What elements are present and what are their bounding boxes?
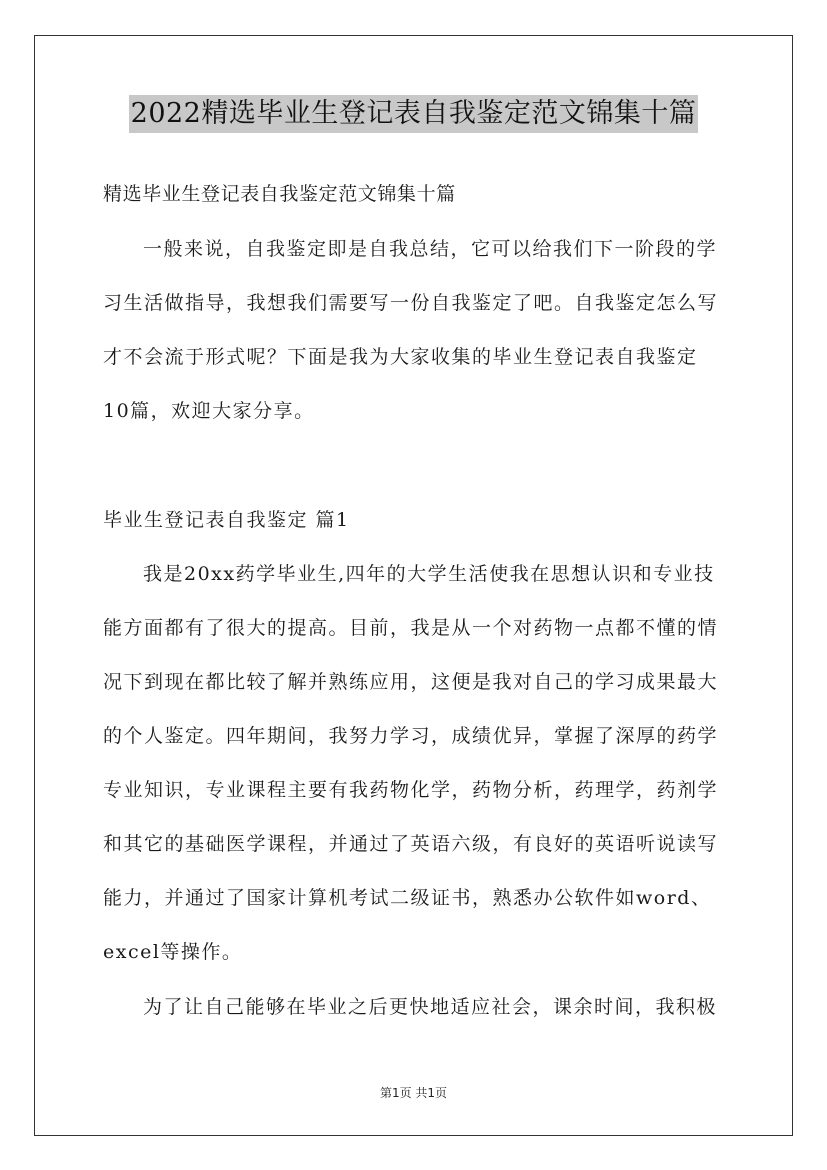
intro-line: 一般来说，自我鉴定即是自我总结，它可以给我们下一阶段的学 xyxy=(143,238,718,260)
body-line: 我是20xx药学毕业生,四年的大学生活使我在思想认识和专业技 xyxy=(143,563,715,585)
body-line: 和其它的基础医学课程，并通过了英语六级，有良好的英语听说读写 xyxy=(103,833,719,855)
section-heading: 毕业生登记表自我鉴定 篇1 xyxy=(103,509,350,531)
body-line: 的个人鉴定。四年期间，我努力学习，成绩优异，掌握了深厚的药学 xyxy=(103,725,719,747)
body-line: 为了让自己能够在毕业之后更快地适应社会，课余时间，我积极 xyxy=(143,996,718,1018)
body-line: 能方面都有了很大的提高。目前，我是从一个对药物一点都不懂的情 xyxy=(103,617,719,639)
body-line: 专业知识，专业课程主要有我药物化学，药物分析，药理学，药剂学 xyxy=(103,779,719,801)
intro-line: 习生活做指导，我想我们需要写一份自我鉴定了吧。自我鉴定怎么写 xyxy=(103,292,719,314)
document-title: 2022精选毕业生登记表自我鉴定范文锦集十篇 xyxy=(129,95,699,133)
body-line: excel等操作。 xyxy=(103,941,243,963)
intro-line: 才不会流于形式呢？下面是我为大家收集的毕业生登记表自我鉴定 xyxy=(103,346,698,368)
page-footer: 第1页 共1页 xyxy=(379,1086,448,1100)
body-line: 能力，并通过了国家计算机考试二级证书，熟悉办公软件如word、 xyxy=(103,887,712,909)
title-container xyxy=(0,95,827,133)
document-subtitle: 精选毕业生登记表自我鉴定范文锦集十篇 xyxy=(103,183,456,205)
intro-line: 10篇，欢迎大家分享。 xyxy=(103,400,315,422)
body-line: 况下到现在都比较了解并熟练应用，这便是我对自己的学习成果最大 xyxy=(103,671,719,693)
